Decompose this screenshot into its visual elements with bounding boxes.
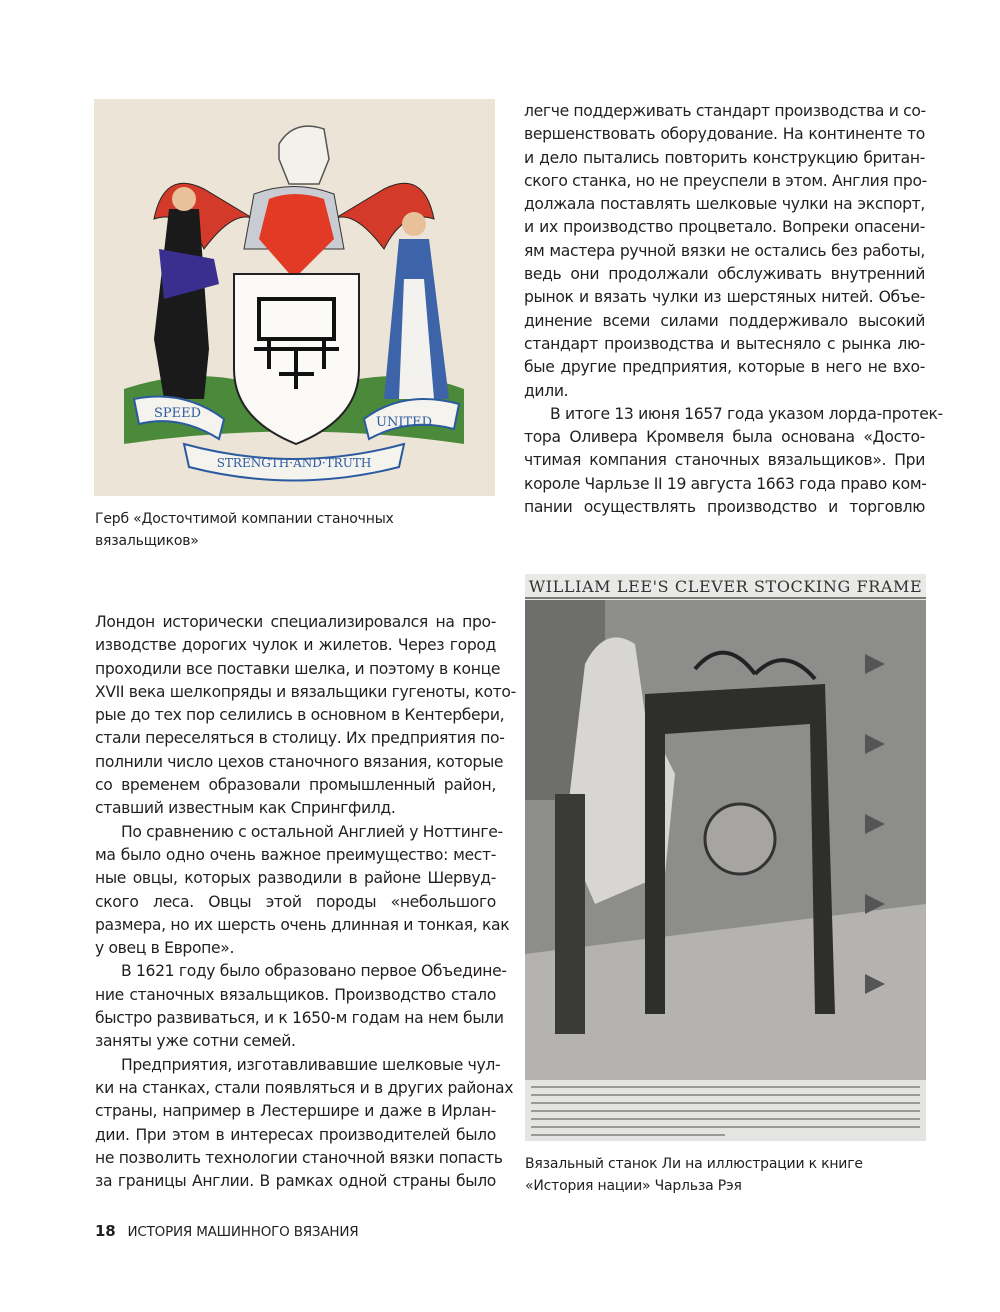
text-line: ям мастера ручной вязки не остались без работы,	[524, 241, 925, 260]
text-line: Лондон исторически специализировался на про-	[95, 613, 496, 631]
text-line: ведь они продолжали обслуживать внутренний	[524, 265, 925, 284]
text-line: у овец в Европе».	[95, 939, 235, 958]
text-line: и дело пытались повторить конструкцию британ-	[524, 148, 925, 167]
text-line: дии. При этом в интересах производителей было	[95, 1125, 496, 1144]
text-line: стандарт производства и вытесняло с рынка лю-	[524, 334, 925, 353]
paragraph	[524, 100, 925, 403]
coat-of-arms-caption	[95, 508, 475, 552]
text-line: ского леса. Овцы этой породы «небольшого	[95, 892, 496, 911]
text-line: В 1621 году было образовано первое Объедине-	[121, 962, 507, 981]
text-line: пании осуществлять производство и торговлю	[524, 498, 925, 517]
page-footer	[95, 1222, 358, 1240]
text-line: не позволить технологии станочной вязки попасть	[95, 1148, 503, 1167]
motto-bottom: STRENGTH·AND·TRUTH	[216, 456, 372, 470]
page-number: 18	[95, 1222, 116, 1240]
text-line: тора Оливера Кромвеля была основана «Досто-	[524, 428, 925, 447]
left-text-column	[95, 611, 516, 1193]
motto-right: UNITED	[376, 415, 433, 430]
text-line: проходили все поставки шелка, и поэтому в конце	[95, 659, 501, 678]
text-line: ского станка, но не преуспели в этом. Англия про-	[524, 171, 927, 190]
paragraph	[95, 821, 510, 961]
text-line: ные овцы, которых разводили в районе Шервуд-	[95, 869, 496, 888]
text-line: полнили число цехов станочного вязания, которые	[95, 752, 504, 771]
text-line: короле Чарльзе II 19 августа 1663 года право ком-	[524, 474, 927, 493]
text-line: страны, например в Лестершире и даже в Ирлан-	[95, 1102, 496, 1121]
caption-line: вязальщиков»	[95, 533, 199, 549]
stocking-frame-illustration	[525, 574, 926, 1141]
text-line: По сравнению с остальной Англией у Ноттинге-	[121, 822, 503, 841]
right-text-column	[524, 100, 943, 519]
text-line: и их производство процветало. Вопреки опасени-	[524, 218, 925, 237]
text-line: стали переселяться в столицу. Их предприятия по-	[95, 729, 505, 748]
motto-left: SPEED	[154, 406, 202, 421]
paragraph	[524, 403, 943, 519]
caption-line: Герб «Досточтимой компании станочных	[95, 511, 394, 527]
text-line: рынок и вязать чулки из шерстяных нитей. Объе-	[524, 288, 925, 307]
text-line: ставший известным как Спрингфилд.	[95, 799, 396, 818]
text-line: размера, но их шерсть очень длинная и тонкая, как	[95, 915, 510, 934]
text-line: дили.	[524, 381, 569, 400]
text-line: ние станочных вязальщиков. Производство стало	[95, 985, 496, 1004]
frame-image-title: WILLIAM LEE'S CLEVER STOCKING FRAME	[528, 577, 923, 596]
paragraph	[95, 960, 507, 1053]
text-line: XVII века шелкопряды и вязальщики гугеноты, кото-	[95, 682, 516, 701]
paragraph	[95, 611, 516, 821]
text-line: легче поддерживать стандарт производства и со-	[524, 102, 926, 120]
text-line: чтимая компания станочных вязальщиков». При	[524, 451, 925, 470]
text-line: рые до тех пор селились в основном в Кентербери,	[95, 706, 505, 725]
paragraph	[95, 1054, 514, 1194]
text-line: за границы Англии. В рамках одной страны было	[95, 1172, 496, 1191]
stocking-frame-image	[525, 574, 926, 1141]
text-line: должала поставлять шелковые чулки на экспорт,	[524, 195, 925, 214]
text-line: В итоге 13 июня 1657 года указом лорда-протек-	[550, 404, 943, 423]
coat-of-arms-illustration	[94, 99, 495, 496]
text-line: заняты уже сотни семей.	[95, 1032, 296, 1051]
coat-of-arms-image	[94, 99, 495, 496]
text-line: со временем образовали промышленный район,	[95, 776, 496, 795]
caption-line: Вязальный станок Ли на иллюстрации к книге	[525, 1156, 863, 1172]
text-line: бые другие предприятия, которые в него не вхо-	[524, 358, 925, 377]
text-line: вершенствовать оборудование. На континенте то	[524, 125, 925, 144]
text-line: ма было одно очень важное преимущество: мест-	[95, 845, 496, 864]
text-line: изводстве дорогих чулок и жилетов. Через город	[95, 636, 496, 655]
text-line: ки на станках, стали появляться и в других районах	[95, 1078, 514, 1097]
caption-line: «История нации» Чарльза Рэя	[525, 1178, 742, 1194]
text-line: быстро развиваться, и к 1650-м годам на нем были	[95, 1009, 504, 1028]
stocking-frame-caption	[525, 1153, 925, 1197]
text-line: динение всеми силами поддерживало высокий	[524, 311, 925, 330]
text-line: Предприятия, изготавливавшие шелковые чул-	[121, 1055, 501, 1074]
running-title: ИСТОРИЯ МАШИННОГО ВЯЗАНИЯ	[127, 1224, 359, 1240]
